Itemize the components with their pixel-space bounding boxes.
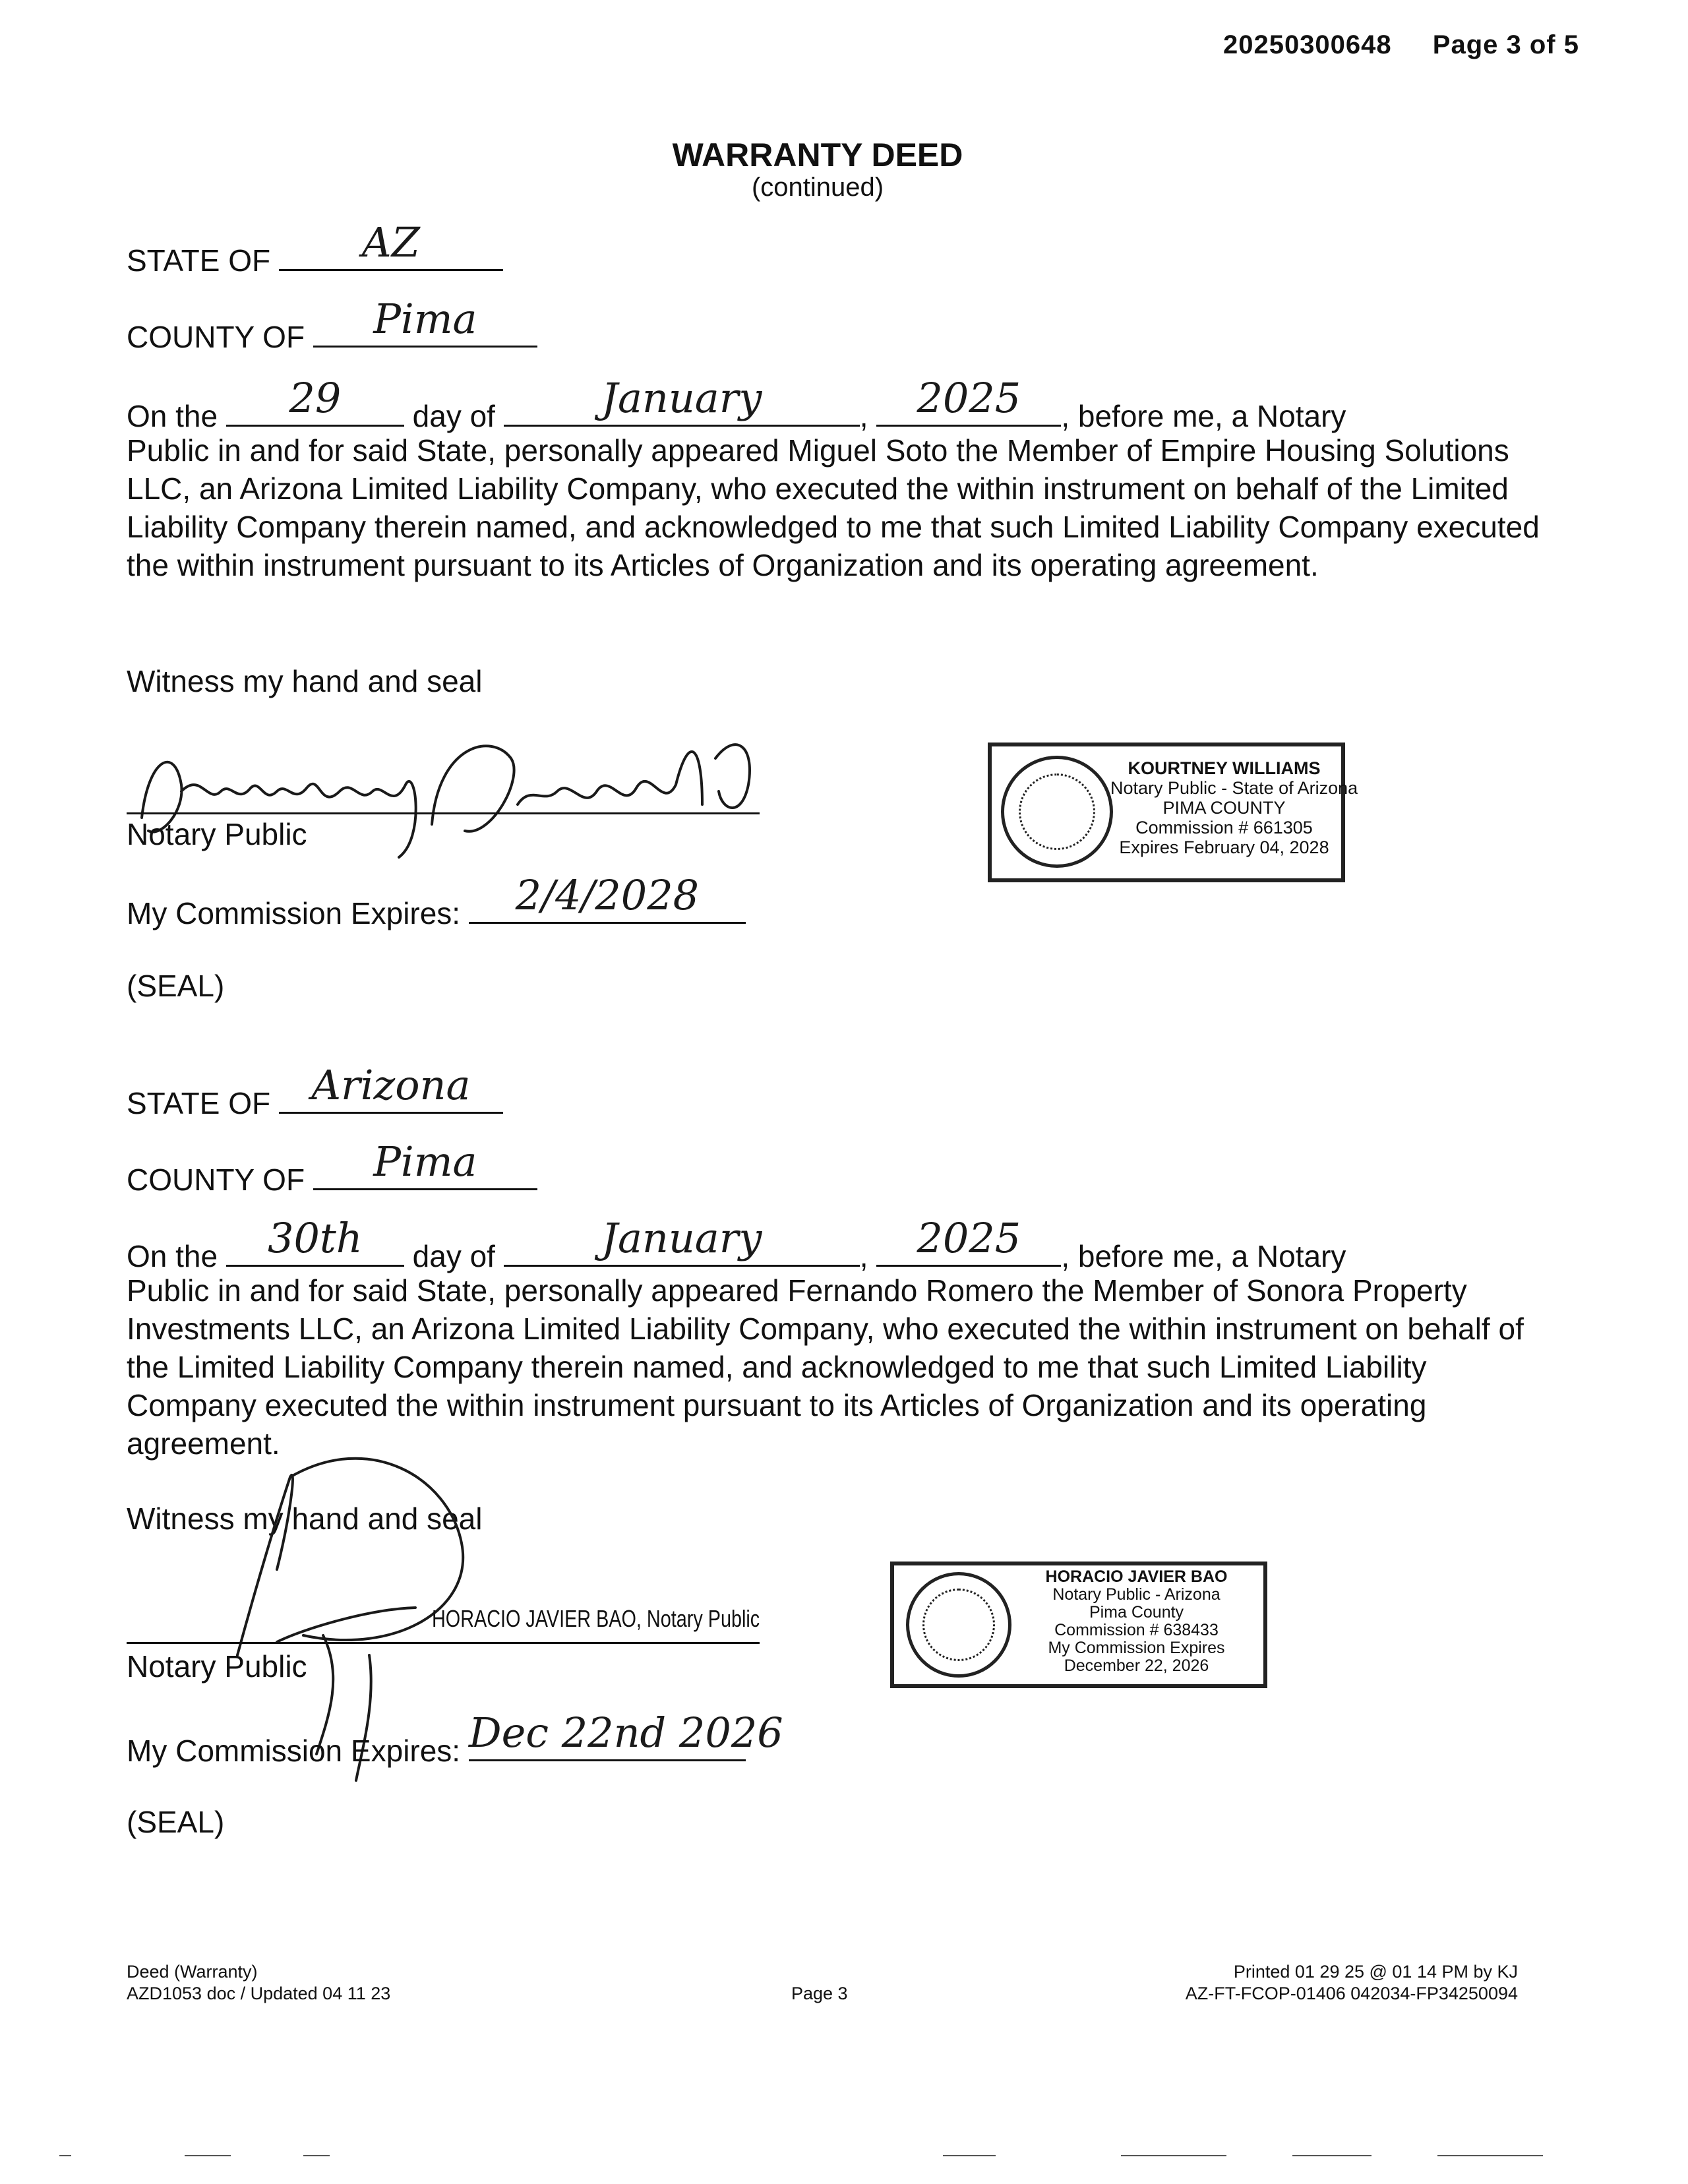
county-field	[313, 295, 537, 348]
ack2-body: Public in and for said State, personally appeared Fernando Romero the Member of Sonora Property Investments LLC, an Arizona Limited Liability Company, who executed the within instrument on behalf of the Limited Liability Company therein named, and acknowledged to me that such Limited Liability Company executed the within instrument pursuant to its Articles of Organization and its operating agreement.	[127, 1273, 1524, 1461]
year-handwritten: 2025	[917, 374, 1021, 422]
state-label: STATE OF	[127, 243, 271, 278]
state-seal-icon	[1001, 756, 1113, 868]
footer-form-code: AZD1053 doc / Updated 04 11 23	[127, 1984, 391, 2003]
scan-artifact	[1437, 2155, 1543, 2163]
footer-right	[1186, 1961, 1518, 2005]
on-the-label: On the	[127, 399, 218, 433]
footer-form-name: Deed (Warranty)	[127, 1962, 258, 1982]
year-field	[876, 374, 1061, 427]
ack1-witness: Witness my hand and seal	[127, 664, 483, 698]
commission-field	[468, 1709, 783, 1761]
stamp2-name: HORACIO JAVIER BAO	[1045, 1567, 1228, 1586]
document-title: WARRANTY DEED	[672, 136, 963, 173]
state-field	[279, 218, 503, 271]
ack2-witness: Witness my hand and seal	[127, 1502, 483, 1536]
notary-printed-name: HORACIO JAVIER BAO, Notary Public	[432, 1605, 760, 1632]
month-field	[504, 374, 860, 427]
state-handwritten: Arizona	[311, 1061, 471, 1109]
day-handwritten: 29	[289, 374, 342, 422]
footer-page: Page 3	[791, 1984, 848, 2003]
ack2-date-line	[127, 1214, 1346, 1274]
ack2-notary-label: Notary Public	[127, 1649, 307, 1684]
notary-stamp-2	[890, 1562, 1267, 1688]
commission-label: My Commission Expires:	[127, 1734, 461, 1768]
ack2-commission-line	[127, 1709, 783, 1769]
scan-artifact	[943, 2155, 996, 2163]
month-handwritten: January	[601, 1214, 762, 1262]
state-seal-icon	[906, 1572, 1011, 1678]
scan-artifact	[1292, 2155, 1372, 2163]
ack2-seal-label: (SEAL)	[127, 1805, 225, 1839]
footer-left	[127, 1961, 390, 2005]
page-header	[1223, 30, 1579, 60]
ack1-date-line	[127, 374, 1346, 434]
ack1-notary-label: Notary Public	[127, 817, 307, 851]
stamp2-line5: My Commission Expires	[1048, 1639, 1225, 1657]
stamp2-line3: Pima County	[1089, 1603, 1184, 1622]
comma: ,	[859, 399, 868, 433]
stamp2-line6: December 22, 2026	[1064, 1656, 1209, 1675]
month-field	[504, 1214, 860, 1267]
comma: ,	[859, 1239, 868, 1273]
state-field	[279, 1061, 503, 1114]
notary-signature-line-2	[127, 1642, 760, 1644]
state-label: STATE OF	[127, 1086, 271, 1120]
county-field	[313, 1138, 537, 1190]
scan-artifact	[1121, 2155, 1226, 2163]
stamp1-name: KOURTNEY WILLIAMS	[1128, 758, 1321, 778]
scan-artifact	[303, 2155, 330, 2163]
ack1-county-line	[127, 295, 537, 355]
commission-handwritten: Dec 22nd 2026	[468, 1709, 783, 1757]
stamp2-line4: Commission # 638433	[1054, 1621, 1219, 1639]
year-handwritten: 2025	[917, 1214, 1021, 1262]
county-handwritten: Pima	[373, 295, 477, 343]
county-handwritten: Pima	[373, 1138, 477, 1186]
commission-handwritten: 2/4/2028	[515, 871, 700, 919]
document-number: 20250300648	[1222, 30, 1392, 59]
commission-label: My Commission Expires:	[127, 896, 461, 930]
day-of-label: day of	[412, 399, 495, 433]
county-label: COUNTY OF	[127, 1163, 305, 1197]
month-handwritten: January	[601, 374, 762, 422]
commission-field	[469, 871, 746, 924]
before-me-label: , before me, a Notary	[1061, 399, 1346, 433]
stamp1-line4: Commission # 661305	[1135, 818, 1313, 837]
ack1-body: Public in and for said State, personally appeared Miguel Soto the Member of Empire Housing Solutions LLC, an Arizona Limited Liability Company, who executed the within instrument on behalf of the Limited Liability Company therein named, and acknowledged to me that such Limited Liability Company executed the within instrument pursuant to its Articles of Organization and its operating agreement.	[127, 433, 1540, 582]
ack2-state-line	[127, 1061, 503, 1121]
stamp2-line2: Notary Public - Arizona	[1052, 1585, 1221, 1604]
footer-order-code: AZ-FT-FCOP-01406 042034-FP34250094	[1185, 1984, 1518, 2003]
stamp1-line2: Notary Public - State of Arizona	[1110, 778, 1358, 798]
scan-artifact	[185, 2155, 231, 2163]
scan-artifact	[59, 2155, 71, 2163]
day-field	[226, 1214, 404, 1267]
page-indicator: Page 3 of 5	[1432, 30, 1579, 59]
ack1-state-line	[127, 218, 503, 278]
on-the-label: On the	[127, 1239, 218, 1273]
document-subtitle: (continued)	[751, 173, 884, 202]
day-handwritten: 30th	[268, 1214, 363, 1262]
ack2-county-line	[127, 1138, 537, 1198]
ack1-commission-line	[127, 871, 746, 931]
year-field	[876, 1214, 1061, 1267]
stamp1-line3: PIMA COUNTY	[1162, 798, 1286, 818]
county-label: COUNTY OF	[127, 320, 305, 354]
state-handwritten: AZ	[361, 218, 420, 266]
notary-stamp-1	[988, 743, 1358, 882]
stamp1-line5: Expires February 04, 2028	[1119, 837, 1329, 857]
day-of-label: day of	[412, 1239, 495, 1273]
ack1-seal-label: (SEAL)	[127, 969, 225, 1003]
notary-signature-line-1	[127, 812, 760, 814]
day-field	[226, 374, 404, 427]
footer-printed: Printed 01 29 25 @ 01 14 PM by KJ	[1233, 1962, 1518, 1982]
before-me-label: , before me, a Notary	[1061, 1239, 1346, 1273]
